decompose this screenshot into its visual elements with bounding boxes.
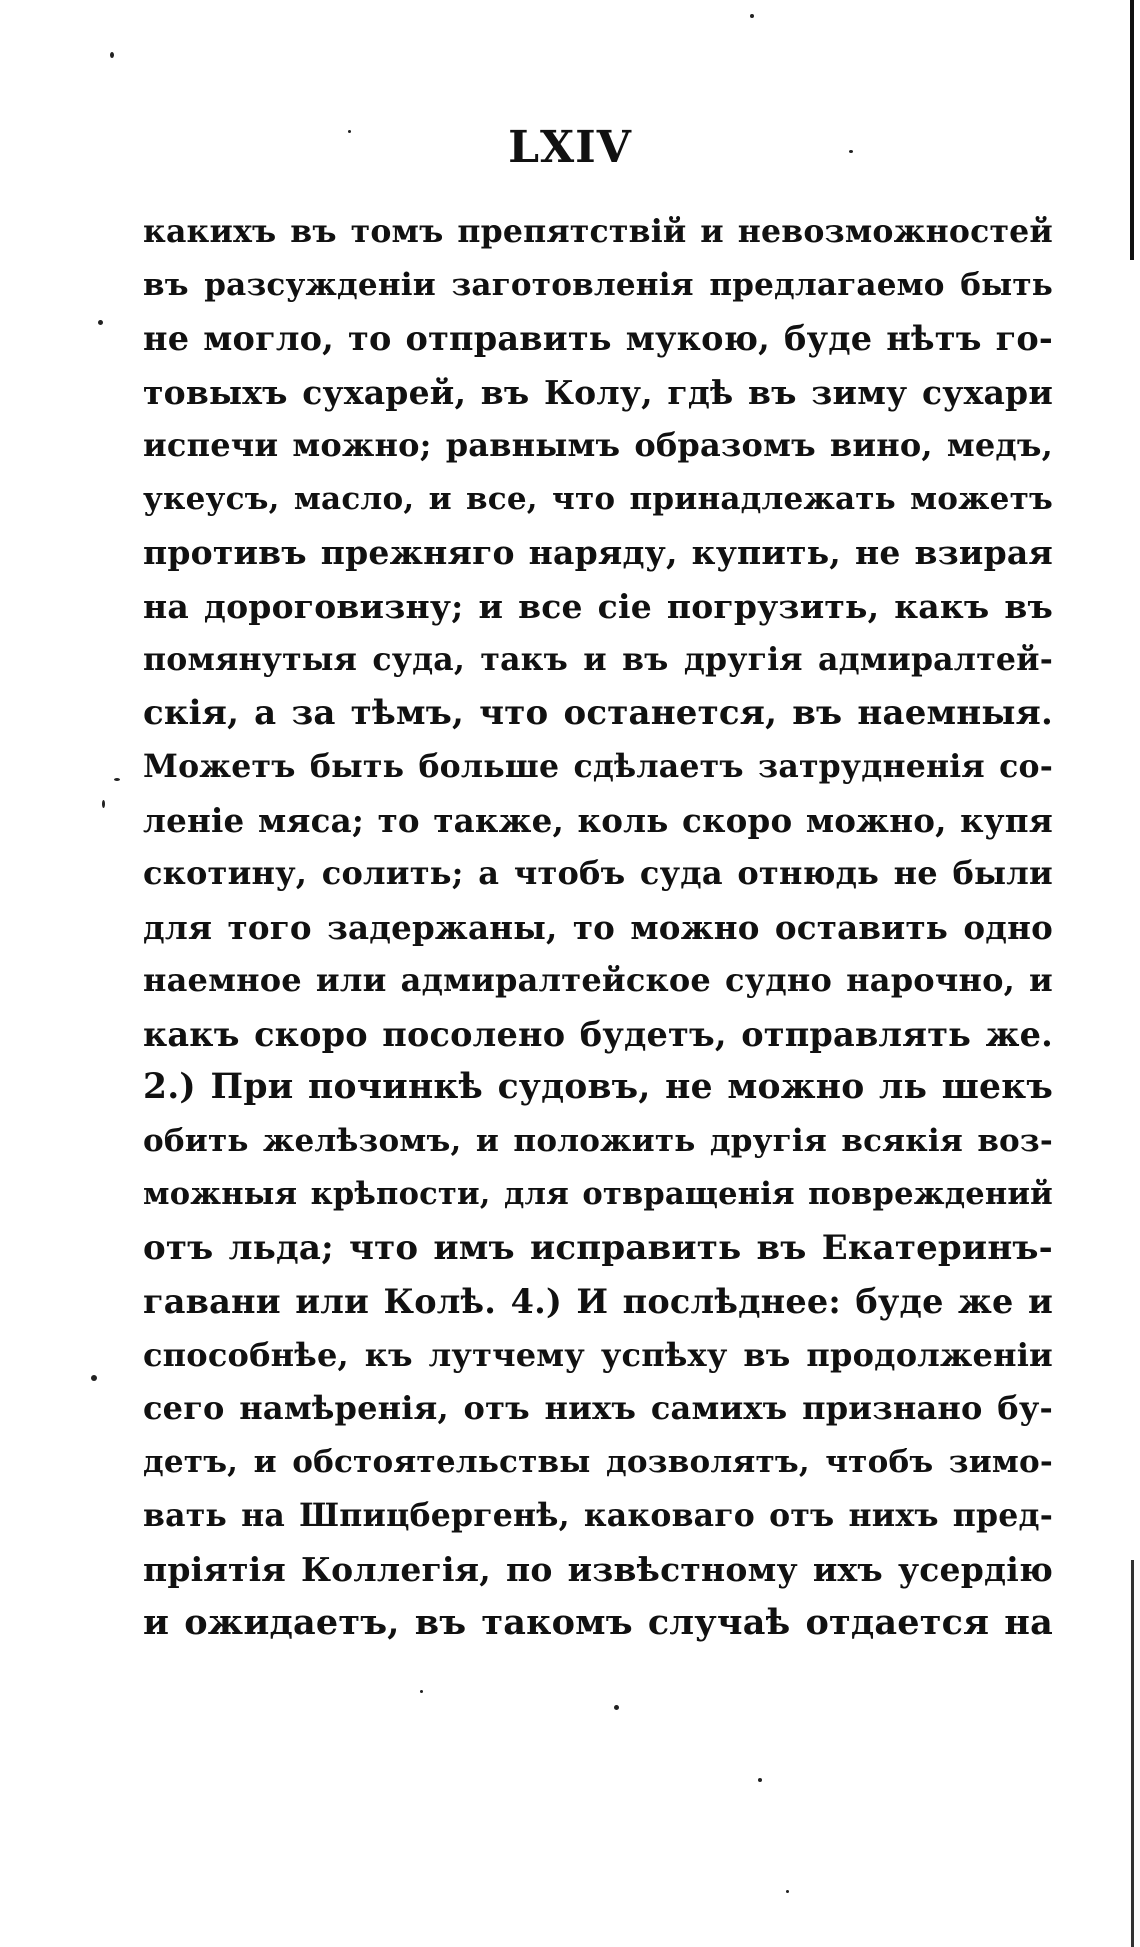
- text-line: какихъ въ томъ препятствій и невозможностей: [143, 213, 1053, 250]
- scan-speck: [102, 800, 105, 808]
- binding-edge-shadow: [1131, 1560, 1134, 1947]
- scan-speck: [91, 1375, 97, 1381]
- text-line: пріятія Коллегія, по извѣстному ихъ усердію: [143, 1549, 1053, 1589]
- scan-speck: [110, 52, 114, 58]
- text-line: леніе мяса; то также, коль скоро можно, купя: [143, 800, 1053, 840]
- text-line: въ разсужденіи заготовленія предлагаемо быть: [143, 266, 1053, 303]
- text-line: гавани или Колѣ. 4.) И послѣднее: буде же и: [143, 1282, 1053, 1321]
- text-line: товыхъ сухарей, въ Колу, гдѣ въ зиму сухари: [143, 372, 1053, 412]
- scan-speck: [786, 1890, 789, 1893]
- text-line: какъ скоро посолено будетъ, отправлять же.: [143, 1014, 1053, 1054]
- text-line: можныя крѣпости, для отвращенія повреждений: [143, 1176, 1053, 1212]
- text-line: сего намѣренія, отъ нихъ самихъ признано бу-: [143, 1389, 1053, 1427]
- text-line: скотину, солить; а чтобъ суда отнюдь не были: [143, 854, 1053, 892]
- text-line: способнѣе, къ лутчему успѣху въ продолженіи: [143, 1335, 1053, 1374]
- text-line: не могло, то отправить мукою, буде нѣтъ го-: [143, 319, 1053, 358]
- binding-edge-shadow: [1130, 0, 1134, 260]
- scan-speck: [849, 150, 853, 153]
- page-number: LXIV: [508, 122, 632, 173]
- body-text: [143, 205, 1053, 1650]
- text-line: наемное или адмиралтейское судно нарочно, и: [143, 961, 1053, 999]
- text-line: для того задержаны, то можно оставить одно: [143, 907, 1053, 947]
- text-line: скія, а за тѣмъ, что останется, въ наемныя.: [143, 692, 1053, 733]
- scan-speck: [614, 1705, 619, 1710]
- scan-speck: [420, 1690, 423, 1693]
- scan-speck: [98, 320, 103, 325]
- scan-speck: [114, 778, 120, 781]
- text-line: Можетъ быть больше сдѣлаетъ затрудненія со-: [143, 748, 1053, 785]
- text-line: противъ прежняго наряду, купить, не взирая: [143, 533, 1053, 572]
- text-line: испечи можно; равнымъ образомъ вино, медъ,: [143, 426, 1053, 464]
- text-line: укеусъ, масло, и все, что принадлежать можетъ: [143, 480, 1053, 517]
- text-line: обить желѣзомъ, и положить другія всякія воз-: [143, 1122, 1053, 1159]
- text-line: 2.) При починкѣ судовъ, не можно ль шекъ: [143, 1067, 1053, 1107]
- scan-speck: [750, 14, 754, 18]
- text-line: детъ, и обстоятельствы дозволятъ, чтобъ зимо-: [143, 1443, 1053, 1480]
- scan-speck: [758, 1778, 762, 1782]
- text-line: и ожидаетъ, въ такомъ случаѣ отдается на: [143, 1602, 1053, 1643]
- text-line: вать на Шпицбергенѣ, каковаго отъ нихъ пред-: [143, 1497, 1053, 1534]
- text-line: отъ льда; что имъ исправить въ Екатеринъ-: [143, 1227, 1053, 1268]
- text-line: помянутыя суда, такъ и въ другія адмиралтей-: [143, 641, 1053, 678]
- text-line: на дороговизну; и все сіе погрузить, какъ въ: [143, 586, 1053, 626]
- scan-speck: [348, 130, 351, 133]
